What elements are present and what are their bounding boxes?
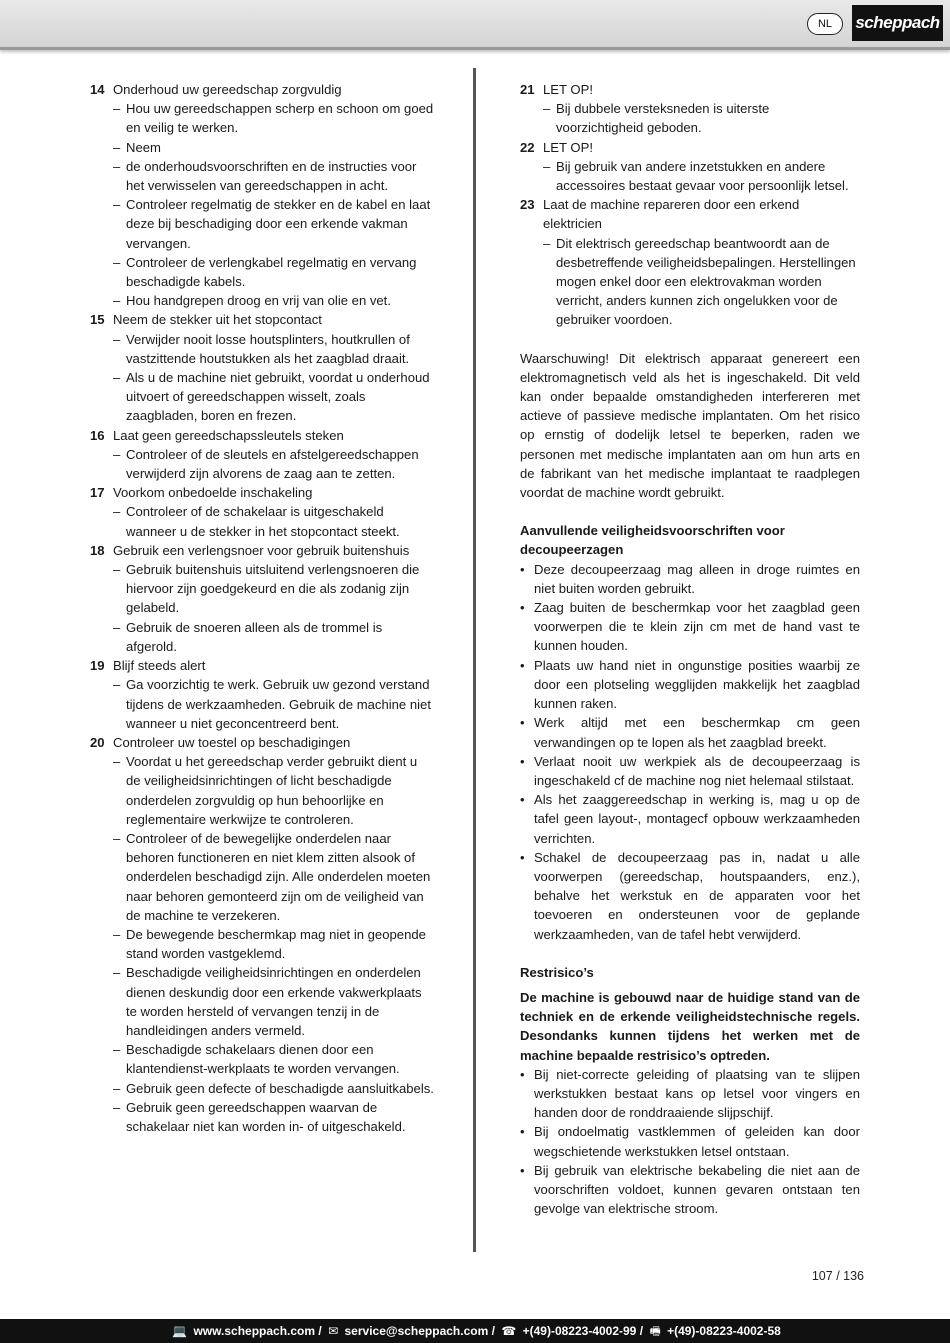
bullet-text: Verlaat nooit uw werkpiek als de decoupeerzaag is ingeschakeld cf de machine nog niet helemaal stilstaat. [534,753,860,788]
sub-item [543,157,860,195]
page-number: 107 / 136 [811,1269,864,1283]
sub-item [113,99,435,137]
item-number: 19 [90,658,105,674]
dash-marker: – [113,446,121,462]
sub-item-text: Beschadigde schakelaars dienen door een klantendienst-werkplaats te worden vervangen. [126,1042,400,1077]
bullet-text: Bij gebruik van elektrische bekabeling die niet aan de voorschriften voldoet, kunnen gevaren ontstaan ten gevolge van elektrische stroom. [534,1162,860,1217]
sub-item-text: Controleer of de schakelaar is uitgeschakeld wanneer u de stekker in het stopcontact steekt. [126,504,400,539]
item-number: 14 [90,82,105,97]
bullet-marker: • [520,753,525,769]
fax-icon: 🖷 [649,1324,661,1338]
bullet-item [520,752,860,790]
bullet-item [520,598,860,656]
item-number: 16 [90,427,105,443]
dash-marker: – [543,235,551,251]
bullet-item [520,1065,860,1123]
page-footer [0,1319,950,1343]
sub-item-text: Ga voorzichtig te werk. Gebruik uw gezond verstand tijdens de werkzaamheden. Gebruik de machine niet wanneer u niet geconcentreerd bent. [126,677,431,731]
bullet-marker: • [520,1162,525,1178]
brand-logo: scheppach [852,5,943,41]
dash-marker: – [113,370,121,386]
sub-item [113,138,435,157]
dash-marker: – [113,101,121,117]
sub-item [113,368,435,426]
dash-marker: – [113,619,121,635]
bullet-marker: • [520,849,525,865]
spacer [520,944,860,963]
numbered-item [90,80,435,99]
numbered-item [90,656,435,675]
emf-warning: Waarschuwing! Dit elektrisch apparaat genereert een elektromagnetisch veld als het is ingeschakeld. Dit veld kan onder bepaalde omstandigheden interfereren met actieve of passieve medische implantaten. Om het risico op ernstig of dodelijk letsel te beperken, raden we personen met medische implantaten aan om hun arts en de fabrikant van het medische implantaat te raadplegen voordat de machine wordt gebruikt. [520,350,860,501]
item-title: Neem de stekker uit het stopcontact [113,312,322,328]
sub-item [113,752,435,829]
right-column [520,80,860,1218]
residual-risk-heading: Restrisico’s [520,964,594,980]
bullet-marker: • [520,715,525,731]
sub-item-text: Gebruik geen defecte of beschadigde aansluitkabels. [126,1080,434,1096]
sub-item-text: Controleer de verlengkabel regelmatig en vervang beschadigde kabels. [126,254,417,290]
numbered-item [90,733,435,752]
bullet-text: Als het zaaggereedschap in werking is, mag u op de tafel geen layout-, montagecf opbouw werkzaamheden verrichten. [534,792,860,846]
bullet-text: Bij ondoelmatig vastklemmen of geleiden kan door wegschietende werkstukken letsel ontstaan. [534,1124,860,1159]
numbered-item [90,541,435,560]
sub-item [543,234,860,330]
sub-item [113,291,435,310]
sub-item [113,560,435,618]
spacer [520,330,860,349]
item-number: 21 [520,82,535,97]
dash-marker: – [113,158,121,174]
item-number: 23 [520,197,535,213]
bullet-marker: • [520,600,525,616]
extra-safety-list [520,560,860,944]
mail-icon: ✉ [328,1324,339,1338]
numbered-item [90,426,435,445]
dash-marker: – [113,926,121,942]
item-number: 18 [90,542,105,558]
dash-marker: – [113,139,121,155]
item-title: Controleer uw toestel op beschadigingen [113,734,351,750]
bullet-item [520,560,860,598]
sub-item-text: de onderhoudsvoorschriften en de instructies voor het verwisselen van gereedschappen in acht. [126,158,417,194]
sub-item-text: Voordat u het gereedschap verder gebruikt dient u de veiligheidsinrichtingen of licht beschadigde onderdelen zorgvuldig op hun behoorlijke en reglementaire werkwijze te controleren. [126,754,418,827]
dash-marker: – [113,1080,121,1096]
sub-item-text: Dit elektrisch gereedschap beantwoordt aan de desbetreffende veiligheidsbepalingen. Herstellingen mogen enkel door een elektrovakman worden verricht, anders kunnen zich ongelukken voor de gebruiker voordoen. [556,235,856,328]
page-header [0,0,950,50]
numbered-item [520,138,860,157]
residual-risk-intro: De machine is gebouwd naar de huidige stand van de techniek en de erkende veiligheidstechnische regels. Desondanks kunnen tijdens het werken met de machine bepaalde restrisico’s optreden. [520,989,860,1063]
item-title: Gebruik een verlengsnoer voor gebruik buitenshuis [113,542,410,558]
sub-item [113,253,435,291]
bullet-marker: • [520,657,525,673]
item-title: Onderhoud uw gereedschap zorgvuldig [113,82,342,97]
dash-marker: – [113,965,121,981]
item-title: LET OP! [543,82,593,97]
sub-item [113,618,435,656]
bullet-marker: • [520,792,525,808]
column-divider [473,68,476,1252]
footer-email[interactable]: service@scheppach.com [344,1324,489,1338]
item-number: 22 [520,139,535,155]
sub-item [113,445,435,483]
sub-item-text: Als u de machine niet gebruikt, voordat u onderhoud uitvoert of gereedschappen wisselt, zoals zaagbladen, boren en frezen. [126,370,430,424]
sub-item [113,502,435,540]
sub-item-text: Verwijder nooit losse houtsplinters, houtkrullen of vastzittende houtstukken als het zaagblad draait. [126,331,410,366]
sub-item [113,1098,435,1136]
sub-item-text: Controleer of de bewegelijke onderdelen naar behoren functioneren en niet klem zitten alsook of onderdelen beschadigd zijn. Alle onderdelen moeten naar behoren gemonteerd zijn om de veiligheid van de machine te verzekeren. [126,830,431,923]
sub-item [543,99,860,137]
item-title: LET OP! [543,139,593,155]
computer-icon: 💻 [172,1324,188,1338]
item-title: Laat geen gereedschapssleutels steken [113,427,344,443]
bullet-item [520,656,860,714]
item-title: Blijf steeds alert [113,658,206,674]
dash-marker: – [113,331,121,347]
item-number: 20 [90,734,105,750]
sub-item-text: Bij gebruik van andere inzetstukken en andere accessoires bestaat gevaar voor persoonlijk letsel. [556,158,849,194]
item-number: 17 [90,485,105,501]
dash-marker: – [113,504,121,520]
sub-item [113,829,435,925]
dash-marker: – [113,1042,121,1058]
bullet-text: Deze decoupeerzaag mag alleen in droge ruimtes en niet buiten worden gebruikt. [534,561,860,596]
dash-marker: – [113,197,121,213]
item-title: Voorkom onbedoelde inschakeling [113,485,313,501]
sub-item-text: Gebruik buitenshuis uitsluitend verlengsnoeren die hiervoor zijn goedgekeurd en die als zodanig zijn gelabeld. [126,562,420,616]
bullet-item [520,848,860,944]
dash-marker: – [113,254,121,270]
sub-item [113,195,435,253]
dash-marker: – [113,754,121,770]
footer-phone: +(49)-08223-4002-99 [522,1324,637,1338]
dash-marker: – [113,830,121,846]
sub-item-text: Neem [126,139,161,155]
item-number: 15 [90,312,105,328]
sub-item-text: De bewegende beschermkap mag niet in geopende stand worden vastgeklemd. [126,926,426,962]
dash-marker: – [113,1099,121,1115]
dash-marker: – [113,677,121,693]
sub-item-text: Gebruik de snoeren alleen als de trommel is afgerold. [126,619,383,654]
bullet-text: Zaag buiten de beschermkap voor het zaagblad geen voorwerpen die te klein zijn cm met de hand vast te kunnen houden. [534,600,860,654]
sub-item-text: Controleer regelmatig de stekker en de kabel en laat deze bij beschadiging door een erkende vakman vervangen. [126,197,431,251]
footer-fax: +(49)-08223-4002-58 [667,1324,781,1338]
bullet-text: Bij niet-correcte geleiding of plaatsing van te slijpen werkstukken bestaat kans op letsel voor vingers en handen door de ronddraaiende slijpschijf. [534,1066,860,1121]
sub-item-text: Bij dubbele versteksneden is uiterste voorzichtigheid geboden. [556,101,770,136]
sub-item [113,1079,435,1098]
extra-safety-heading: Aanvullende veiligheidsvoorschriften voor decoupeerzagen [520,523,785,558]
dash-marker: – [543,101,551,117]
sub-item-text: Hou handgrepen droog en vrij van olie en vet. [126,293,391,309]
dash-marker: – [113,562,121,578]
sub-item-text: Gebruik geen gereedschappen waarvan de schakelaar niet kan worden in- of uitgeschakeld. [126,1099,406,1134]
bullet-marker: • [520,1066,525,1082]
dash-marker: – [543,158,551,174]
sub-item [113,675,435,733]
numbered-item [520,80,860,99]
bullet-marker: • [520,1124,525,1140]
sub-item-text: Controleer of de sleutels en afstelgereedschappen verwijderd zijn alvorens de zaag aan te zetten. [126,446,419,482]
numbered-item [90,310,435,329]
bullet-item [520,790,860,848]
footer-separator: / [639,1324,644,1338]
sub-item [113,330,435,368]
bullet-text: Plaats uw hand niet in ongunstige posities waarbij ze door een plotseling wegglijden makkelijk het zaagblad kunnen raken. [534,657,860,712]
sub-item [113,1040,435,1078]
residual-risk-list [520,1065,860,1219]
footer-website[interactable]: www.scheppach.com [193,1324,316,1338]
dash-marker: – [113,293,121,309]
numbered-item [520,195,860,233]
spacer [520,502,860,521]
sub-item-text: Hou uw gereedschappen scherp en schoon om goed en veilig te werken. [126,101,434,136]
sub-item-text: Beschadigde veiligheidsinrichtingen en onderdelen dienen deskundig door een erkende vakwerkplaats te worden hersteld of vervangen tenzij in de handleidingen anders vermeld. [126,965,422,1038]
bullet-item [520,713,860,751]
phone-icon: ☎ [501,1324,517,1338]
bullet-text: Werk altijd met een beschermkap cm geen verwandingen op te lopen als het zaagblad breekt. [534,715,860,750]
bullet-item [520,1161,860,1219]
bullet-marker: • [520,561,525,577]
sub-item [113,925,435,963]
bullet-text: Schakel de decoupeerzaag pas in, nadat u alle voorwerpen (gereedschap, houtspaanders, enz.), behalve het werkstuk en de apparaten voor het toevoeren en ondersteunen voor de geplande werkzaamheden, van de tafel hebt verwijderd. [534,849,860,942]
bullet-item [520,1122,860,1160]
sub-item [113,157,435,195]
numbered-item [90,483,435,502]
item-title: Laat de machine repareren door een erkend elektricien [543,197,800,232]
footer-separator: / [491,1324,495,1338]
sub-item [113,963,435,1040]
right-numbered-list [520,80,860,330]
footer-separator: / [318,1324,322,1338]
left-column [90,80,435,1136]
language-badge: NL [807,13,843,35]
